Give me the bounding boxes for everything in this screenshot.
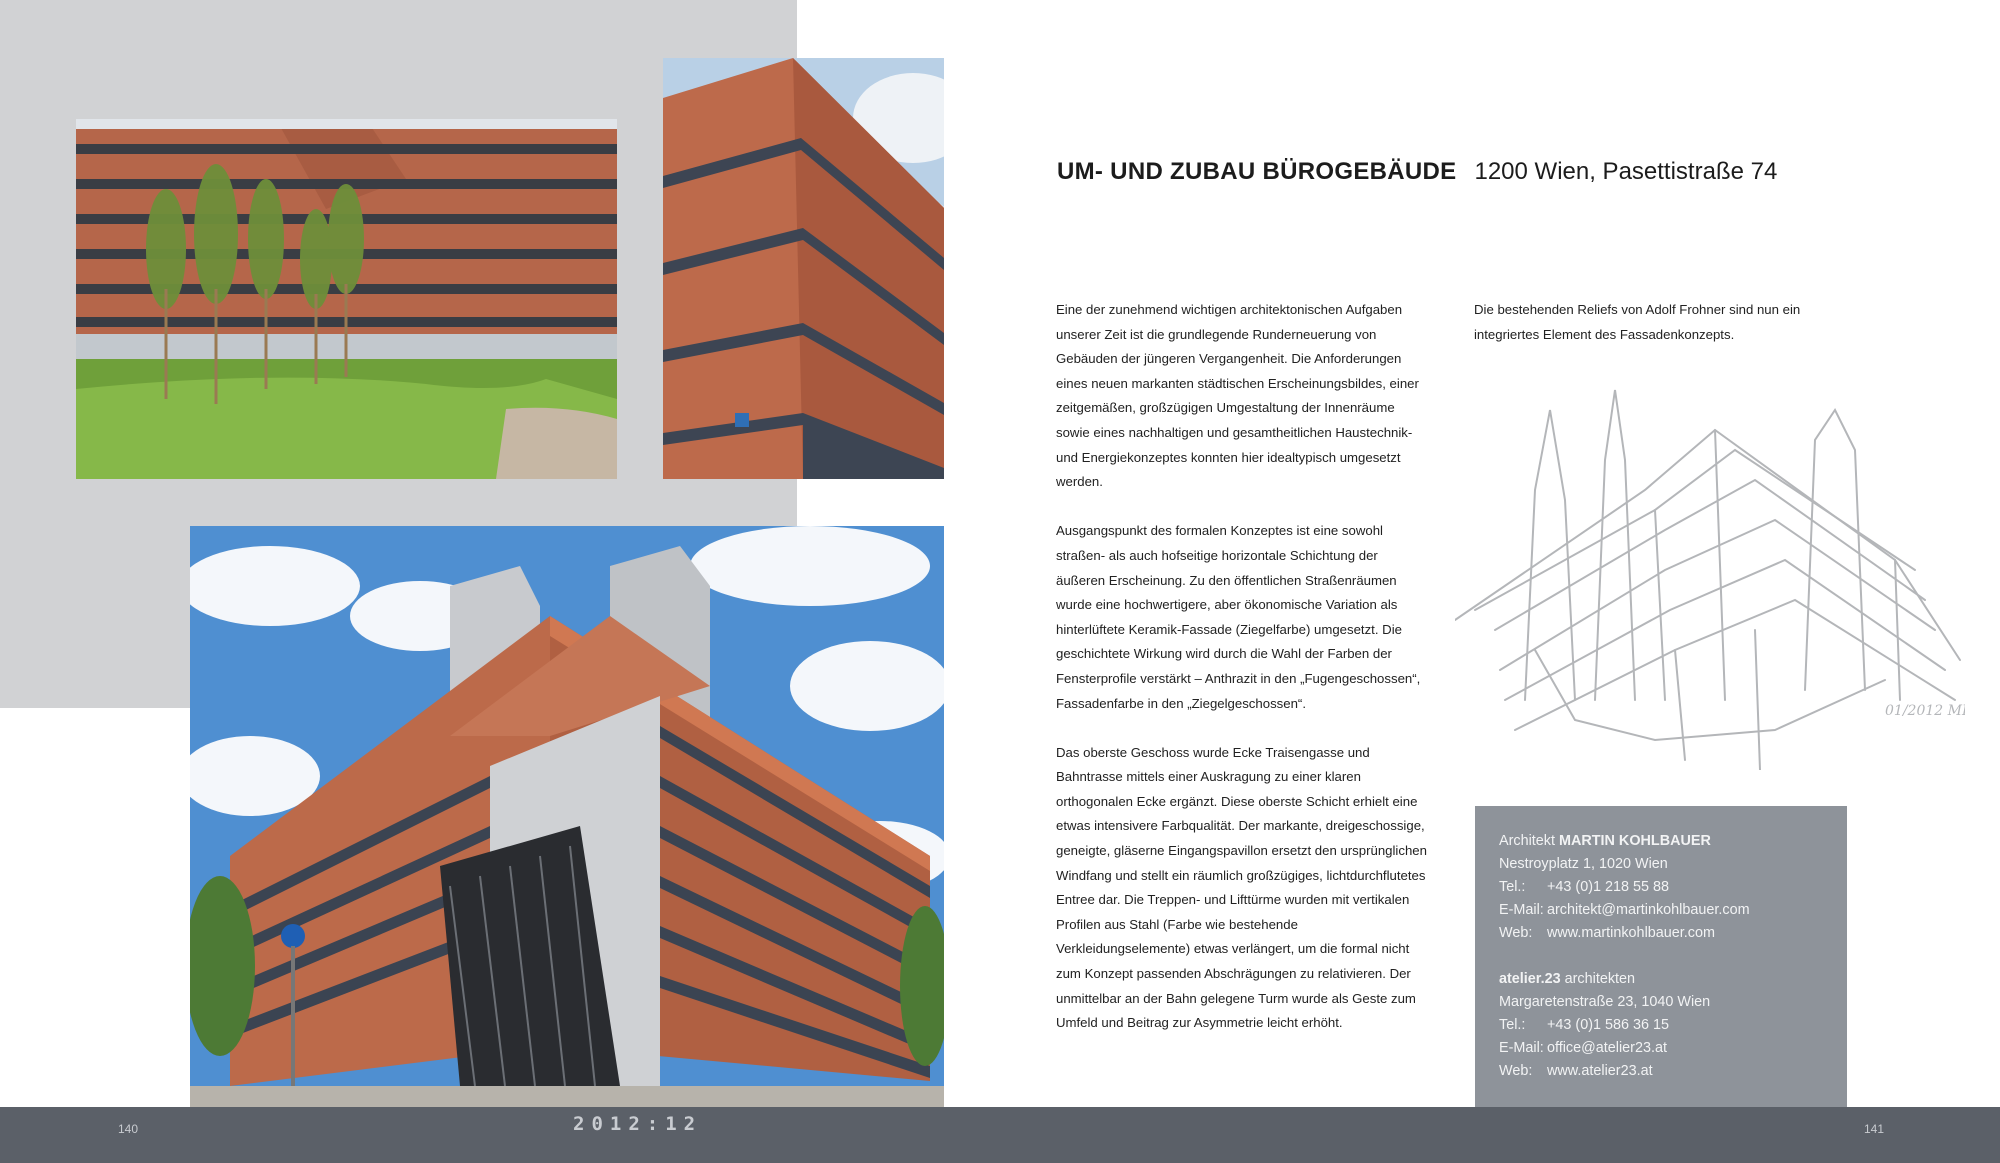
web-label: Web: <box>1499 1063 1533 1079</box>
email-link[interactable]: office@atelier23.at <box>1547 1040 1667 1056</box>
tel-label: Tel.: <box>1499 879 1526 895</box>
article-title <box>1057 158 1777 186</box>
tel-label: Tel.: <box>1499 1017 1526 1033</box>
sketch-signature: 01/2012 MK <box>1885 703 1965 719</box>
email-label: E-Mail: <box>1499 1040 1544 1056</box>
architect-street: Margaretenstraße 23, 1040 Wien <box>1499 994 1711 1010</box>
paragraph: Eine der zunehmend wichtigen architektonischen Aufgaben unserer Zeit ist die grundlegende Runderneuerung von Gebäuden der jüngeren Vergangenheit. Die Anforderungen eines neuen markanten städtischen Erscheinungsbildes, einer zeitgemäßen, großzügigen Umgestaltung der Innenräume sowie eines nachhaltigen und gesamtheitlichen Haustechnik- und Energiekonzeptes konnten hier idealtypisch umgesetzt werden. <box>1056 302 1419 490</box>
tel-value: +43 (0)1 586 36 15 <box>1547 1017 1670 1033</box>
architect-name: atelier.23 <box>1499 971 1561 987</box>
title-address: 1200 Wien, Pasettistraße 74 <box>1474 158 1778 185</box>
web-link[interactable]: www.martinkohlbauer.com <box>1547 925 1715 941</box>
tel-value: +43 (0)1 218 55 88 <box>1547 879 1670 895</box>
main-building-photo <box>190 526 944 1107</box>
paragraph: Das oberste Geschoss wurde Ecke Traisengasse und Bahntrasse mittels einer Auskragung zu einer klaren orthogonalen Ecke ergänzt. Diese oberste Schicht erhielt eine etwas intensivere Farbqualität. Der markante, dreigeschossige, geneigte, gläserne Eingangspavillon ersetzt den ursprünglichen Windfang und stellt ein räumlich großzügiges, lichtdurchflutetes Entree dar. Die Treppen- und Lifttürme wurden mit vertikalen Profilen aus Stahl (Farbe wie bestehende Verkleidungselemente) etwas verlängert, um die formal nicht zum Konzept passenden Abschrägungen zu relativieren. Der unmittelbar an der Bahn gelegene Turm wurde als Geste zum Umfeld und Beitrag zur Asymmetrie leicht erhöht. <box>1056 744 1427 1031</box>
email-link[interactable]: architekt@martinkohlbauer.com <box>1547 902 1750 918</box>
architect-prefix: Architekt <box>1499 833 1559 849</box>
web-link[interactable]: www.atelier23.at <box>1547 1063 1653 1079</box>
paragraph: Ausgangspunkt des formalen Konzeptes ist eine sowohl straßen- als auch hofseitige horizontale Schichtung der äußeren Erscheinung. Zu den öffentlichen Straßenräumen wurde eine hochwertigere, aber ökonomische Variation als hinterlüftete Keramik-Fassade (Ziegelfarbe) umgesetzt. Die geschichtete Wirkung wird durch die Wahl der Farben der Fensterprofile verstärkt – Anthrazit in den „Fugengeschossen“, Fassadenfarbe in den „Ziegelgeschossen“. <box>1056 523 1421 711</box>
architect-1-block <box>1499 830 1847 945</box>
paragraph: Die bestehenden Reliefs von Adolf Frohner sind nun ein integriertes Element des Fassadenkonzepts. <box>1474 302 1801 342</box>
architect-street: Nestroyplatz 1, 1020 Wien <box>1499 856 1668 872</box>
building-sketch <box>1455 370 1965 770</box>
text-column-1 <box>1056 298 1428 1060</box>
web-label: Web: <box>1499 925 1533 941</box>
text-column-2 <box>1474 298 1824 372</box>
page-number-right: 141 <box>1864 1122 1885 1136</box>
courtyard-photo <box>76 119 617 479</box>
title-main: UM- UND ZUBAU BÜROGEBÄUDE <box>1057 158 1457 185</box>
architect-suffix: architekten <box>1560 971 1636 987</box>
footer-bar <box>0 1107 2000 1163</box>
architect-2-block <box>1499 968 1847 1083</box>
email-label: E-Mail: <box>1499 902 1544 918</box>
architect-name: MARTIN KOHLBAUER <box>1558 833 1711 849</box>
issue-label: 2012:12 <box>573 1113 703 1135</box>
building-corner-photo <box>663 58 944 479</box>
page-number-left: 140 <box>118 1122 139 1136</box>
